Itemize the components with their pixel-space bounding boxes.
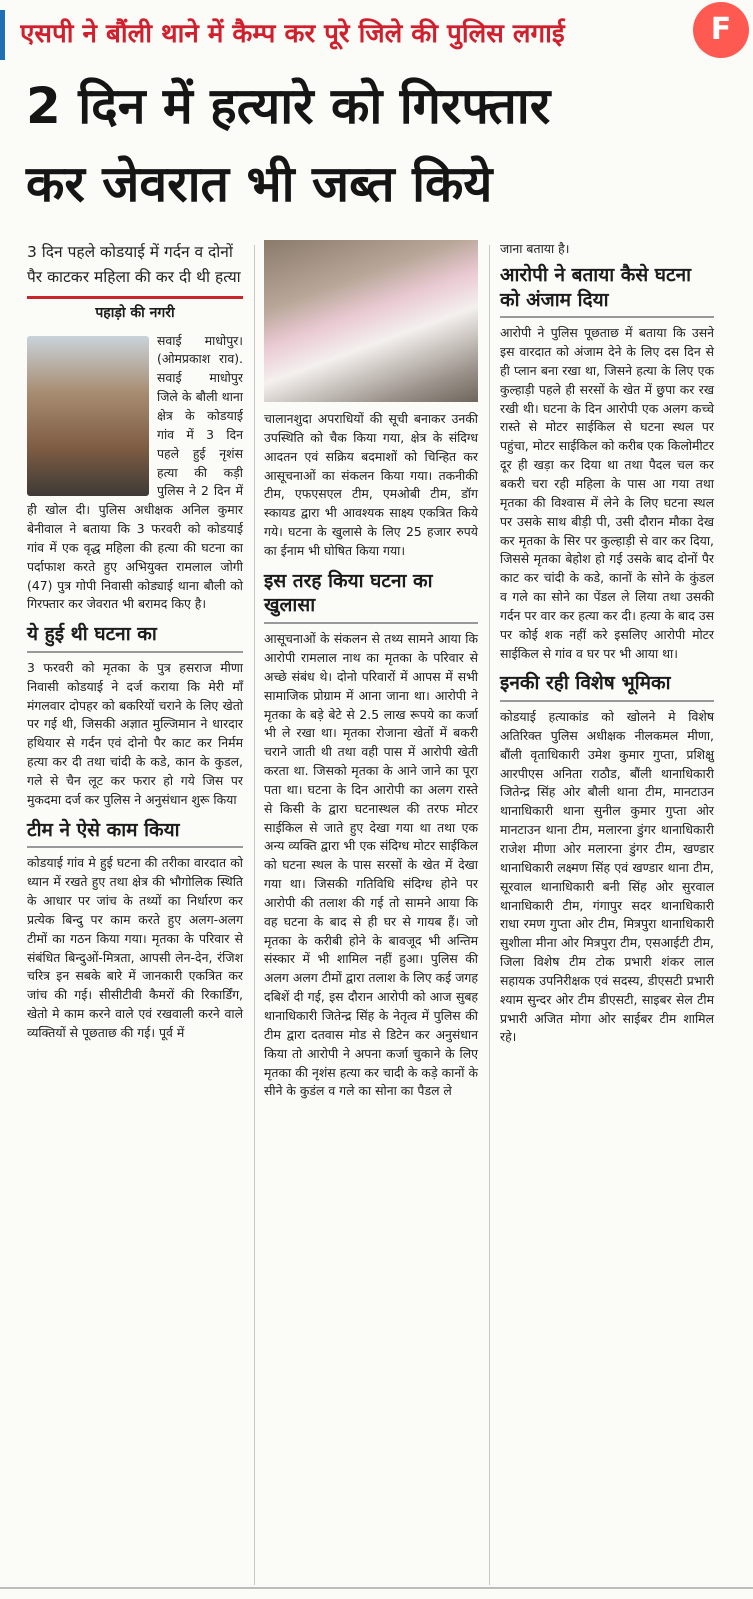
column-divider [254,245,255,1585]
article-paragraph: 3 फरवरी को मृतका के पुत्र हसराज मीणा निवासी कोडयाई ने दर्ज कराया कि मेरी माँ मंगलवार दोपहर को बकरियों चराने के लिए खेतो पर गई थी, जिसकी अज्ञात मुल्जिमान ने धारदार हथियार से गर्दन एवं दोनो पैर काट कर निर्मम हत्या कर दी तथा चांदी के कडे, कान के कुडल, गले से चैन लूट कर फरार हो गये जिस पर मुकदमा दर्ज कर पुलिस ने अनुसंधान शुरू किया [27,659,243,807]
column-1 [27,240,243,1043]
brand-line: पहाड़ो की नगरी [95,304,175,321]
column-3 [500,240,714,1047]
article-paragraph: आसूचनाओं के संकलन से तथ्य सामने आया कि आरोपी रामलाल नाथ का मृतका के परिवार से अच्छे संबंध थे। दोनो परिवारों में आपस में सभी सामाजिक प्रोग्राम में आना जाना था। आरोपी ने मृतका के बड़े बेटे से 2.5 लाख रूपये का कर्जा भी ले रखा था। मृतका रोजाना खेतों में बकरी चराने जाती थी तथा वही पास में आरोपी खेती करता था. जिसको मृतका के आने जाने का पूरा पता था। घटना के दिन आरोपी का अलग रास्ते से किसी के द्वारा घटनास्थल की तरफ मोटर साईकिल से जाते हुए देखा गया था तथा एक अन्य व्यक्ति द्वारा भी एक संदिग्ध मोटर साईकिल को घटना स्थल के पास सरसों के खेत में देखा गया था। जिसकी गतिविधि संदिग्ध होने पर आरोपी की तलाश की गई तो सामने आया कि वह घटना के बाद से ही घर से गायब हैं। जो मृतका के करीबी होने के बावजूद भी अन्तिम संस्कार में भी शामिल नहीं हुआ। पुलिस की अलग अलग टीमों द्वारा तलाश के लिए कई जगह दबिशें दी गई, इस दौरान आरोपी को आज सुबह थानाधिकारी जितेन्द्र सिंह के नेतृत्व में पुलिस की टीम द्वारा दतवास मोड से डिटेन कर अनुसंधान किया तो आरोपी ने अपना कर्जा चुकाने के लिए मृतका की नृशंस हत्या कर चादी के कड़े कानों के सीने के कुडंल व गले का सोना का पैडल ले [264,631,478,1099]
article-paragraph: सवाई माधोपुर। (ओमप्रकाश राव). सवाई माधोपुर जिले के बौली थाना क्षेत्र के कोडयाई गांव में 3 दिन पहले हुई नृशंस हत्या की कड़ी पुलिस ने 2 दिन में ही खोल दी। पुलिस अधीक्षक अनिल कुमार बेनीवाल ने बताया कि 3 फरवरी को कोडयाई गांव में एक वृद्ध महिला की हत्या की घटना का पर्दाफाश करते हुए अभियुक्त रामलाल जोगी (47) पुत्र गोपी निवासी कोड्याई थाना बौली को गिरफ्तार कर जेवरात भी बरामद किए है। [27,332,243,612]
accused-photo [27,336,149,496]
red-divider [27,296,243,299]
column-divider [489,245,490,1585]
article-paragraph: कोडयाई गांव मे हुई घटना की तरीका वारदात को ध्यान में रखते हुए तथा क्षेत्र की भौगोलिक स्थिति के आधार पर जांच के तथ्यों का निर्धारण कर प्रत्येक बिन्दु पर काम करते हुए अलग-अलग टीमों का गठन किया गया। मृतका के परिवार से संबंधित बिन्दुओं-मित्रता, आपसी लेन-देन, रंजिश चरित्र इन सबके बारे में जानकारी एकत्रित कर जांच की गई। सीसीटीवी कैमरों की रिकार्डिंग, खेतो मे काम करने वाले एवं रखवाली करने वाले व्यक्तियों से पूछताछ की गई। पूर्व में [27,855,243,1040]
subheading: आरोपी ने बताया कैसे घटना को अंजाम दिया [500,263,714,318]
subheading: इस तरह किया घटना का खुलासा [264,569,478,624]
article-paragraph: जाना बताया है। [500,241,570,256]
bottom-rule [0,1587,753,1589]
subheading: ये हुई थी घटना का [27,622,243,653]
article-paragraph: चालानशुदा अपराधियों की सूची बनाकर उनकी उपस्थिति को चैक किया गया, क्षेत्र के संदिग्ध आदतन एवं सक्रिय बदमाशों को चिन्हित कर आसूचनाओं का संकलन किया गया। तकनीकी टीम, एफएसएल टीम, एमओबी टीम, डॉग स्कायड द्वारा भी आवश्यक साक्ष्य एकत्रित किये गये। घटना के खुलासे के लिए 25 हजार रुपये का ईनाम भी घोषित किया गया। [264,411,478,558]
headline-line-2: कर जेवरात भी जब्त किये [26,155,493,213]
site-logo[interactable]: F [693,2,749,58]
evidence-photo [264,240,478,402]
intro-summary: 3 दिन पहले कोडयाई में गर्दन व दोनों पैर काटकर महिला की कर दी थी हत्या [27,243,241,286]
article-paragraph: आरोपी ने पुलिस पूछताछ में बताया कि उसने इस वारदात को अंजाम देने के लिए दस दिन से ही प्लान बना रखा था, जिसने हत्या के लिए एक कुल्हाड़ी पहले ही सरसों के खेत में छुपा कर रख रखी थी। घटना के दिन आरोपी एक अलग कच्चे रास्ते से मोटर साईकिल से घटना स्थल पर पहुंचा, मोटर साईकिल को करीब एक किलोमीटर दूर ही खड़ा कर दिया था तथा पैदल चल कर बकरी चरा रही महिला के पास आ गया तथा मृतका की विश्वास में लेने के लिए घटना स्थल पर उसके साथ बीड़ी पी, उसी दौरान मौका देख कर मृतका के सिर पर कुल्हाड़ी से वार कर दिया, जिससे मृतका बेहोश हो गई उसके बाद दोनों पैर काट कर चांदी के कडे, कानों के सोने के कुंडल व गले का सोने का पेंडल ले लिया तथा उसकी गर्दन पर वार कर हत्या कर दी। हत्या के बाद उस पर कोई शक नहीं करे इसलिए आरोपी मोटर साईकिल से गांव व घर पर भी आया था। [500,325,714,661]
headline-line-1: 2 दिन में हत्यारे को गिरफ्तार [26,77,551,135]
column-2 [264,240,478,1101]
article-paragraph: कोडयाई हत्याकांड को खोलने मे विशेष अतिरिक्त पुलिस अधीक्षक नीलकमल मीणा, बौंली वृताधिकारी उमेश कुमार गुप्ता, प्रशिक्षु आरपीएस अनिता राठौड, बौंली थानाधिकारी जितेन्द्र सिंह ओर बौली थाना टीम, मानटाउन थानाधिकारी थाना सुनील कुमार गुप्ता ओर मानटाउन थाना टीम, मलारना डुंगर थानाधिकारी राजेश मीणा ओर मलारना डुंगर टीम, खण्डार थानाधिकारी लक्ष्मण सिंह एवं खण्डार थाना टीम, सूरवाल थानाधिकारी बनी सिंह ओर सुरवाल थानाधिकारी टीम, गंगापुर सदर थानाधिकारी राधा रमण गुप्ता ओर टीम, मित्रपुरा थानाधिकारी सुशीला मीना ओर मित्रपुरा टीम, एसआईटी टीम, जिला विशेष टीम टोक प्रभारी शंकर लाल सहायक उपनिरीक्षक एवं सदस्य, डीएसटी प्रभारी श्याम सुन्दर ओर टीम डीएसटी, साइबर सेल टीम प्रभारी अजित मोगा ओर साईबर टीम शामिल रहे। [500,709,714,1045]
kicker-headline: एसपी ने बौंली थाने में कैम्प कर पूरे जिले की पुलिस लगाई [20,19,565,49]
subheading: टीम ने ऐसे काम किया [27,818,243,849]
subheading: इनकी रही विशेष भूमिका [500,671,714,702]
accent-bar [0,10,5,60]
